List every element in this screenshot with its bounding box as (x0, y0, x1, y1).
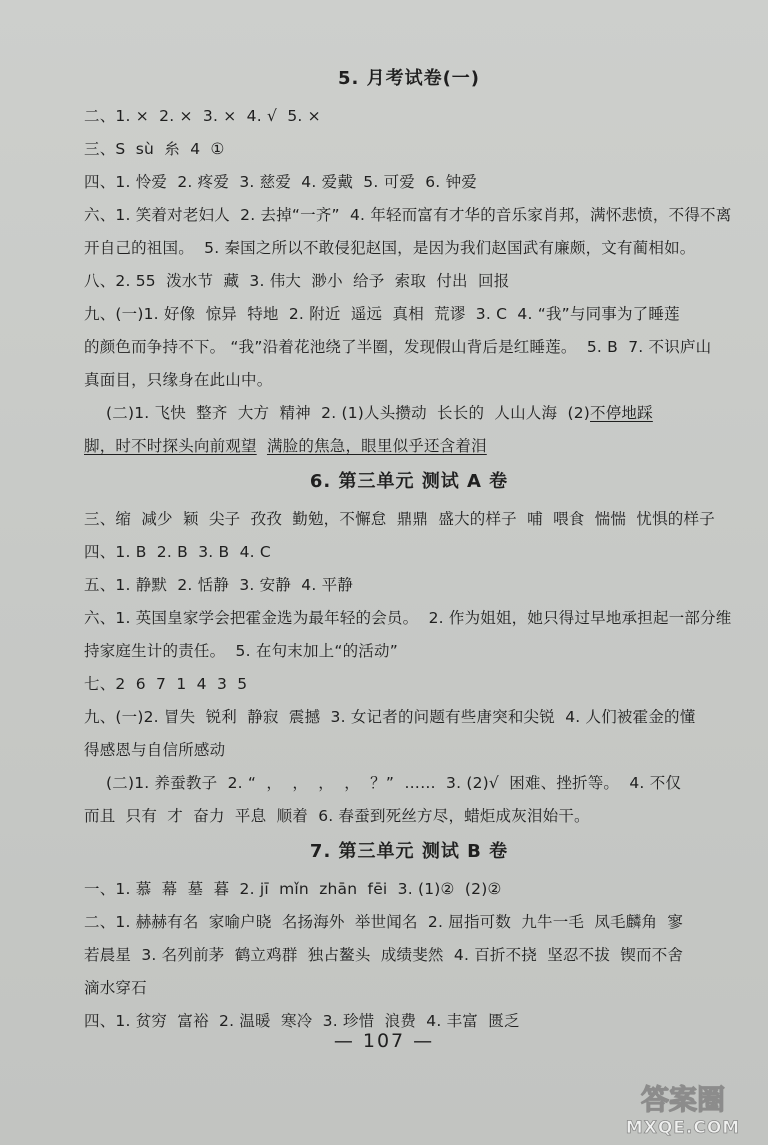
watermark-logo-icon (608, 1077, 758, 1139)
answer-line (84, 436, 734, 456)
answer-line: 得感恩与自信所感动 (84, 741, 226, 759)
answer-line: 二、1. 赫赫有名 家喻户晓 名扬海外 举世闻名 2. 屈指可数 九牛一毛 凤毛麟角 寥 (84, 913, 684, 931)
answer-line: 一、1. 慕 幕 墓 暮 2. jī mǐn zhān fēi 3. (1)② (2)② (84, 880, 502, 898)
answer-line: 三、缩 减少 颖 尖子 孜孜 勤勉，不懈怠 鼎鼎 盛大的样子 哺 喂食 惴惴 忧惧的样子 (84, 510, 715, 528)
answer-line: 滴水穿石 (84, 979, 147, 997)
underlined-answer: 不停地踩 (590, 404, 653, 422)
underlined-answer: 满脸的焦急，眼里似乎还含着泪 (266, 437, 487, 455)
answer-line: (二)1. 养蚕教子 2. “ ， ， ， ， ？” …… 3. (2)√ 困难、挫折等。 4. 不仅 (106, 774, 682, 792)
answer-line: 四、1. 贫穷 富裕 2. 温暖 寒冷 3. 珍惜 浪费 4. 丰富 匮乏 (84, 1012, 520, 1030)
answer-line: 九、(一)2. 冒失 锐利 静寂 震撼 3. 女记者的问题有些唐突和尖锐 4. 人们被霍金的懂 (84, 708, 696, 726)
answer-line: 三、S sù 糸 4 ① (84, 140, 225, 158)
page-number: — 107 — (333, 1030, 435, 1052)
answer-line: 真面目，只缘身在此山中。 (84, 371, 273, 389)
answer-line: 七、2 6 7 1 4 3 5 (84, 675, 248, 693)
answer-line: 八、2. 55 泼水节 藏 3. 伟大 渺小 给予 索取 付出 回报 (84, 272, 510, 290)
answer-line: 开自己的祖国。 5. 秦国之所以不敢侵犯赵国，是因为我们赵国武有廉颇，文有蔺相如。 (84, 239, 696, 257)
answer-line: 九、(一)1. 好像 惊异 特地 2. 附近 遥远 真相 荒谬 3. C 4. “我”与同事为了睡莲 (84, 305, 680, 323)
answer-line: 的颜色而争持不下。 “我”沿着花池绕了半圈，发现假山背后是红睡莲。 5. B 7. 不识庐山 (84, 338, 712, 356)
answer-line: 六、1. 笑着对老妇人 2. 去掉“一齐” 4. 年轻而富有才华的音乐家肖邦，满怀悲愤，不得不离 (84, 206, 732, 224)
section-title-5: 5. 月考试卷(一) (337, 68, 481, 89)
page-content (84, 66, 734, 1044)
answer-line (84, 403, 734, 423)
answer-line: 持家庭生计的责任。 5. 在句末加上“的活动” (84, 642, 398, 660)
underlined-answer: 脚，时不时探头向前观望 (84, 437, 257, 455)
watermark-url: MXQE.COM (625, 1118, 741, 1138)
answer-line: 六、1. 英国皇家学会把霍金选为最年轻的会员。 2. 作为姐姐，她只得过早地承担起一部分维 (84, 609, 732, 627)
answer-line: 二、1. × 2. × 3. × 4. √ 5. × (84, 107, 321, 125)
answer-text: (二)1. 飞快 整齐 大方 精神 2. (1)人头攒动 长长的 人山人海 (2) (106, 404, 591, 422)
answer-line: 而且 只有 才 奋力 平息 顺着 6. 春蚕到死丝方尽，蜡炬成灰泪始干。 (84, 807, 590, 825)
answer-line: 五、1. 静默 2. 恬静 3. 安静 4. 平静 (84, 576, 354, 594)
answer-line: 四、1. B 2. B 3. B 4. C (84, 543, 271, 561)
section-title-7: 7. 第三单元 测试 B 卷 (309, 841, 509, 862)
answer-line: 四、1. 怜爱 2. 疼爱 3. 慈爱 4. 爱戴 5. 可爱 6. 钟爱 (84, 173, 477, 191)
watermark-text: 答案圈 (640, 1083, 726, 1116)
answer-line: 若晨星 3. 名列前茅 鹤立鸡群 独占鳌头 成绩斐然 4. 百折不挠 坚忍不拔 锲而不舍 (84, 946, 684, 964)
section-title-6: 6. 第三单元 测试 A 卷 (309, 471, 509, 492)
spacer-text (257, 437, 267, 455)
